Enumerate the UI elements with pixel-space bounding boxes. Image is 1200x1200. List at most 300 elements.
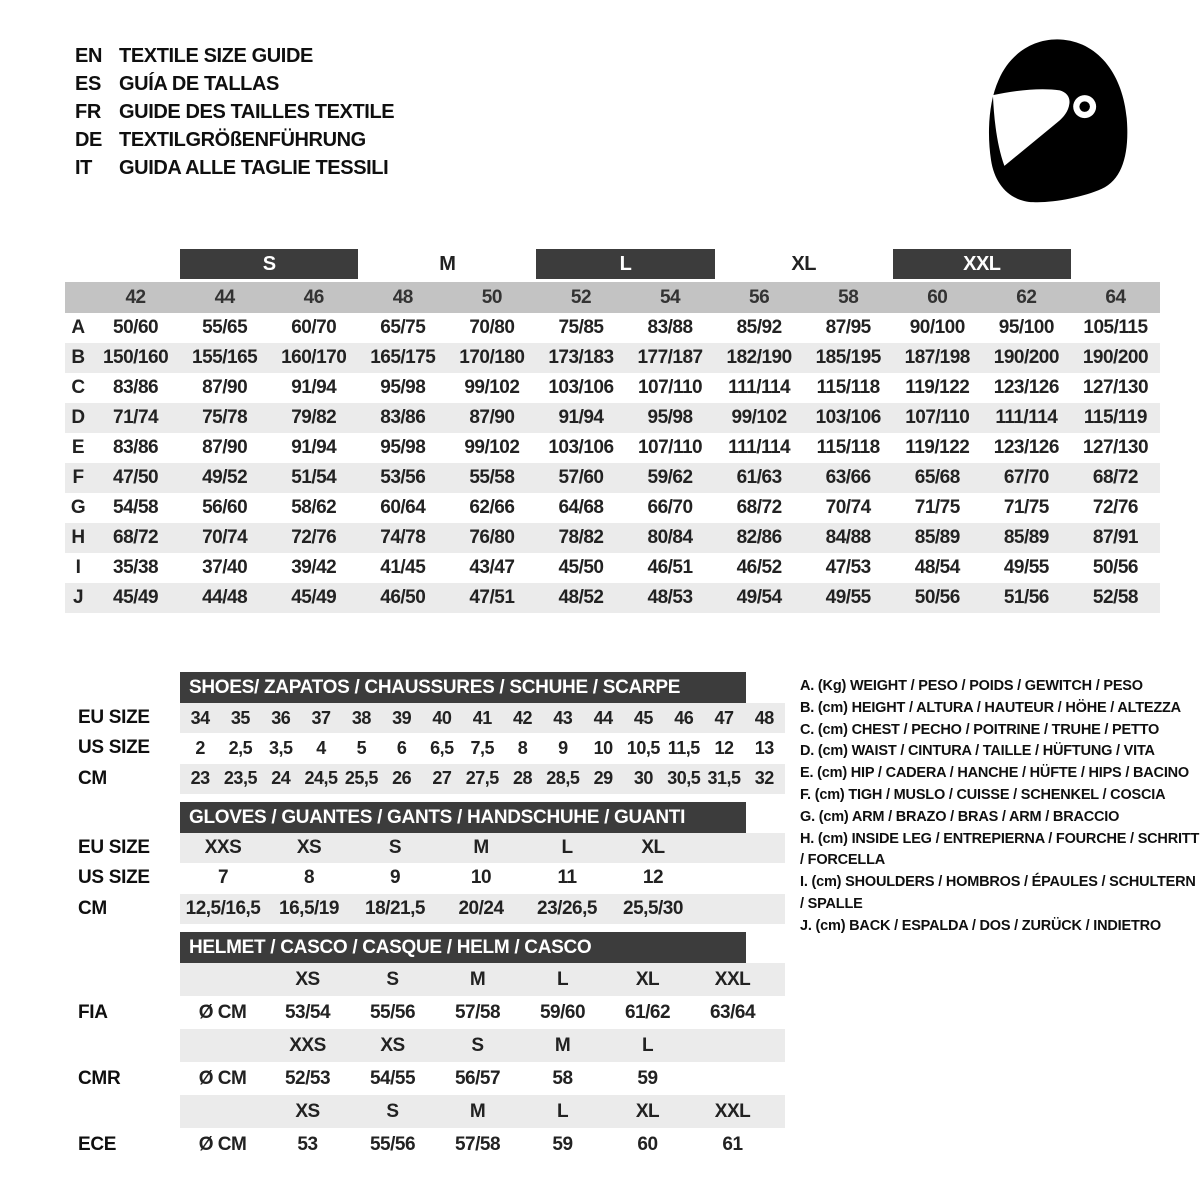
shoes-cell: 24,5 (304, 768, 338, 789)
helmet-size-label: XXS (289, 1034, 326, 1056)
helmet-cell: 53 (297, 1133, 318, 1155)
gloves-cell: 10 (470, 867, 492, 889)
size-group-label: XL (715, 249, 893, 281)
measurement-row-label: B (65, 343, 91, 373)
helmet-cell: 63/64 (709, 1001, 756, 1023)
measurement-cell: 107/110 (637, 437, 703, 458)
size-number-cell: 46 (269, 281, 358, 314)
shoes-cell: 11,5 (667, 737, 700, 758)
shoes-cell: 2 (195, 737, 205, 758)
shoes-cell: 47 (714, 707, 734, 728)
helmet-cell: 61 (722, 1133, 743, 1155)
measurement-cell: 90/100 (909, 317, 965, 338)
gloves-cell: 25,5/30 (623, 897, 683, 919)
gloves-cell: 12 (642, 867, 664, 889)
empty-cell (91, 249, 180, 281)
language-code: FR (75, 100, 101, 123)
diameter-unit-cell: Ø CM (198, 1067, 247, 1089)
helmet-cell: 52/53 (284, 1067, 331, 1089)
measurement-cell: 103/106 (548, 437, 614, 458)
language-code: EN (75, 44, 102, 67)
measurement-cell: 91/94 (291, 437, 337, 458)
measurement-row (65, 343, 1160, 373)
measurement-cell: 185/195 (804, 343, 893, 373)
measurement-cell: 79/82 (269, 403, 358, 433)
measurement-cell: 68/72 (91, 523, 180, 553)
measurement-cell: 127/130 (1082, 377, 1149, 398)
gloves-table-rows (65, 833, 790, 924)
measurement-cell: 58/62 (291, 497, 337, 518)
measurement-cell: 65/68 (893, 463, 982, 493)
measurement-cell: 107/110 (637, 377, 703, 398)
helmet-values-row (78, 996, 785, 1029)
racing-helmet-icon (977, 34, 1135, 211)
measurement-cell: 95/98 (626, 403, 715, 433)
helmet-cell: 59 (637, 1067, 658, 1089)
measurement-cell: 85/89 (893, 523, 982, 553)
shoes-cell: 43 (553, 707, 573, 728)
language-code: DE (75, 128, 102, 151)
measurement-cell: 87/90 (202, 437, 248, 458)
gloves-cell: XL (641, 837, 665, 859)
measurement-cell: 62/66 (469, 497, 515, 518)
measurement-cell: 46/52 (736, 557, 782, 578)
gloves-cell: 20/24 (458, 897, 504, 919)
measurement-cell: 59/62 (626, 463, 715, 493)
helmet-size-label: M (469, 1100, 486, 1122)
shoes-cell: 13 (754, 737, 774, 758)
shoes-cell: 3,5 (268, 737, 293, 758)
shoes-cell: 32 (754, 768, 774, 789)
measurement-cell: 150/160 (91, 343, 180, 373)
measurement-row (65, 433, 1160, 463)
measurement-cell: 45/49 (91, 583, 180, 613)
size-number-cell: 56 (715, 281, 804, 314)
size-number-cell: 54 (626, 281, 715, 314)
measurement-cell: 72/76 (1092, 497, 1138, 518)
standard-label: CMR (78, 1067, 121, 1089)
shoes-cell: 44 (593, 707, 613, 728)
row-label: US SIZE (78, 867, 150, 889)
size-number-cell: 48 (358, 281, 447, 314)
helmet-sizes-row (180, 1095, 785, 1128)
size-number-cell: 52 (536, 281, 625, 314)
measurement-cell: 63/66 (804, 463, 893, 493)
language-row (75, 154, 394, 182)
shoes-cell: 4 (316, 737, 326, 758)
helmet-sizes-row (180, 1029, 785, 1062)
measurement-row (65, 583, 1160, 613)
measurement-cell: 83/88 (647, 317, 693, 338)
measurement-cell: 80/84 (626, 523, 715, 553)
empty-cell (1071, 249, 1160, 281)
gloves-cell: L (561, 837, 573, 859)
helmet-cell: 55/56 (369, 1001, 416, 1023)
measurement-cell: 91/94 (291, 377, 337, 398)
standard-label: FIA (78, 1001, 108, 1023)
diameter-unit-cell: Ø CM (198, 1001, 247, 1023)
measurement-row (65, 313, 1160, 343)
helmet-size-label: S (471, 1034, 484, 1056)
measurement-cell: 99/102 (464, 377, 520, 398)
measurement-cell: 47/51 (447, 583, 536, 613)
measurement-cell: 84/88 (804, 523, 893, 553)
size-number-cell: 60 (893, 281, 982, 314)
helmet-size-label: XS (380, 1034, 405, 1056)
size-number-cell: 42 (91, 281, 180, 314)
gloves-size-table (65, 802, 790, 924)
corner-cell (65, 249, 91, 281)
helmet-cell: 56/57 (454, 1067, 501, 1089)
measurement-cell: 95/98 (380, 377, 426, 398)
measurement-cell: 82/86 (715, 523, 804, 553)
helmet-size-table (65, 932, 790, 1161)
row-label: EU SIZE (78, 837, 150, 859)
shoes-cell: 12 (714, 737, 734, 758)
measurement-cell: 160/170 (269, 343, 358, 373)
shoes-cell: 6,5 (430, 737, 454, 758)
measurement-cell: 54/58 (113, 497, 159, 518)
language-title: TEXTILGRÖßENFÜHRUNG (119, 128, 366, 151)
shoes-cell: 5 (356, 737, 367, 758)
gloves-cell: 18/21,5 (365, 897, 425, 919)
measurement-cell: 50/56 (1092, 557, 1138, 578)
measurement-row (65, 523, 1160, 553)
measurement-row-label: I (75, 557, 81, 578)
legend-item: E. (cm) HIP / CADERA / HANCHE / HÜFTE / HIPS / BACINO (800, 765, 1189, 782)
measurement-cell: 45/50 (558, 557, 604, 578)
legend-item: G. (cm) ARM / BRAZO / BRAS / ARM / BRACCIO (800, 808, 1120, 825)
measurement-row (65, 373, 1160, 403)
helmet-size-label: XXL (714, 1100, 751, 1122)
helmet-cell: 59/60 (539, 1001, 586, 1023)
helmet-cell: 57/58 (454, 1133, 501, 1155)
size-number-cell: 64 (1071, 281, 1160, 314)
shoes-cell: 38 (351, 707, 371, 728)
measurement-cell: 56/60 (202, 497, 248, 518)
size-group-header-row (65, 249, 1160, 281)
row-label: EU SIZE (78, 707, 150, 729)
shoes-cell: 31,5 (707, 768, 741, 789)
helmet-size-label: M (554, 1034, 571, 1056)
helmet-table-rows (65, 963, 790, 1161)
measurement-cell: 41/45 (380, 557, 426, 578)
measurement-cell: 123/126 (993, 437, 1059, 458)
helmet-values-row (78, 1062, 785, 1095)
measurement-cell: 71/75 (1003, 497, 1049, 518)
measurement-cell: 85/92 (736, 317, 782, 338)
language-code: IT (75, 156, 92, 179)
measurement-cell: 115/118 (816, 377, 880, 398)
language-list (75, 42, 394, 182)
garment-size-grid (65, 249, 1160, 613)
measurement-cell: 87/95 (825, 317, 871, 338)
measurement-cell: 53/56 (358, 463, 447, 493)
measurement-cell: 170/180 (447, 343, 536, 373)
helmet-size-label: S (386, 968, 399, 990)
shoes-size-table (65, 672, 790, 794)
measurement-cell: 50/60 (113, 317, 159, 338)
measurement-cell: 51/54 (269, 463, 358, 493)
measurement-cell: 46/51 (647, 557, 693, 578)
measurement-cell: 51/56 (982, 583, 1071, 613)
language-row (75, 70, 394, 98)
shoes-cell: 48 (754, 707, 774, 728)
measurement-legend (800, 676, 1200, 938)
measurement-cell: 95/98 (380, 437, 426, 458)
measurement-cell: 91/94 (536, 403, 625, 433)
measurement-cell: 48/54 (914, 557, 960, 578)
shoes-row (78, 733, 785, 763)
measurement-cell: 43/47 (469, 557, 515, 578)
helmet-size-label: M (469, 968, 486, 990)
garment-size-table (65, 249, 1160, 613)
measurement-cell: 76/80 (447, 523, 536, 553)
language-title: GUIDA ALLE TAGLIE TESSILI (119, 156, 389, 179)
gloves-cell: 9 (389, 867, 401, 889)
shoes-cell: 30 (633, 768, 653, 789)
gloves-cell: S (388, 837, 402, 859)
shoes-cell: 10 (593, 737, 613, 758)
measurement-cell: 39/42 (291, 557, 337, 578)
measurement-row-label: F (65, 463, 91, 493)
measurement-row (65, 463, 1160, 493)
measurement-cell: 46/50 (358, 583, 447, 613)
legend-item: C. (cm) CHEST / PECHO / POITRINE / TRUHE / PETTO (800, 721, 1160, 738)
measurement-cell: 70/74 (180, 523, 269, 553)
measurement-cell: 99/102 (715, 403, 804, 433)
measurement-cell: 127/130 (1082, 437, 1149, 458)
measurement-cell: 60/70 (291, 317, 337, 338)
gloves-table-title: GLOVES / GUANTES / GANTS / HANDSCHUHE / GUANTI (180, 802, 746, 833)
diameter-unit-cell: Ø CM (198, 1133, 247, 1155)
measurement-cell: 115/118 (816, 437, 880, 458)
measurement-row (65, 553, 1160, 583)
row-label: CM (78, 767, 107, 789)
language-row (75, 42, 394, 70)
measurement-cell: 115/119 (1071, 403, 1160, 433)
row-label: CM (78, 897, 107, 919)
measurement-cell: 99/102 (464, 437, 520, 458)
gloves-row (78, 863, 785, 893)
measurement-cell: 155/165 (180, 343, 269, 373)
measurement-row (65, 403, 1160, 433)
measurement-cell: 165/175 (358, 343, 447, 373)
language-title: GUIDE DES TAILLES TEXTILE (119, 100, 395, 123)
shoes-cell: 28 (513, 768, 533, 789)
measurement-cell: 182/190 (715, 343, 804, 373)
helmet-size-label: XL (635, 968, 660, 990)
shoes-cell: 24 (271, 768, 291, 789)
measurement-cell: 64/68 (558, 497, 604, 518)
legend-item: F. (cm) TIGH / MUSLO / CUISSE / SCHENKEL / COSCIA (800, 786, 1166, 803)
measurement-cell: 85/89 (982, 523, 1071, 553)
shoes-cell: 26 (392, 768, 412, 789)
measurement-cell: 83/86 (113, 377, 159, 398)
measurement-cell: 49/55 (804, 583, 893, 613)
measurement-cell: 50/56 (893, 583, 982, 613)
shoes-cell: 45 (633, 707, 653, 728)
gloves-cell: XXS (204, 837, 242, 859)
measurement-cell: 103/106 (548, 377, 614, 398)
gloves-cell: 11 (557, 867, 577, 889)
size-group-label: M (358, 249, 536, 281)
measurement-cell: 123/126 (993, 377, 1059, 398)
size-group-label: XXL (893, 249, 1071, 281)
size-number-header-row (65, 281, 1160, 314)
helmet-values-row (78, 1128, 785, 1161)
shoes-cell: 40 (432, 707, 452, 728)
measurement-row-label: H (65, 523, 91, 553)
measurement-cell: 45/49 (269, 583, 358, 613)
shoes-cell: 46 (674, 707, 694, 728)
legend-item: A. (Kg) WEIGHT / PESO / POIDS / GEWITCH / PESO (800, 678, 1143, 694)
measurement-row (65, 493, 1160, 523)
shoes-cell: 27 (432, 768, 452, 789)
language-code: ES (75, 72, 101, 95)
measurement-cell: 68/72 (736, 497, 782, 518)
language-title: TEXTILE SIZE GUIDE (119, 44, 313, 67)
measurement-cell: 119/122 (905, 437, 970, 458)
shoes-cell: 2,5 (228, 737, 253, 758)
measurement-row-label: J (65, 583, 91, 613)
gloves-cell: 23/26,5 (537, 897, 597, 919)
gloves-cell: XS (296, 837, 322, 859)
measurement-cell: 66/70 (647, 497, 693, 518)
measurement-row-label: D (65, 403, 91, 433)
size-number-cell: 58 (804, 281, 893, 314)
measurement-cell: 87/90 (202, 377, 248, 398)
measurement-cell: 87/90 (447, 403, 536, 433)
gloves-cell: M (473, 837, 489, 859)
shoes-cell: 27,5 (465, 768, 499, 789)
helmet-size-label: XL (635, 1100, 660, 1122)
shoes-cell: 10,5 (626, 737, 660, 758)
measurement-cell: 111/114 (728, 437, 791, 458)
measurement-cell: 70/74 (825, 497, 871, 518)
measurement-cell: 57/60 (536, 463, 625, 493)
measurement-row-label: C (71, 377, 85, 398)
measurement-cell: 71/74 (91, 403, 180, 433)
helmet-cell: 61/62 (624, 1001, 671, 1023)
helmet-size-label: XS (295, 968, 320, 990)
helmet-size-label: XXL (714, 968, 751, 990)
helmet-sizes-row (180, 963, 785, 996)
language-row (75, 98, 394, 126)
shoes-table-title: SHOES/ ZAPATOS / CHAUSSURES / SCHUHE / SCARPE (180, 672, 746, 703)
shoes-cell: 37 (311, 707, 331, 728)
shoes-cell: 23,5 (223, 768, 257, 789)
helmet-size-label: L (641, 1034, 654, 1056)
measurement-cell: 55/65 (202, 317, 248, 338)
measurement-cell: 47/53 (825, 557, 871, 578)
measurement-cell: 95/100 (998, 317, 1054, 338)
gloves-row (78, 833, 785, 863)
legend-item: B. (cm) HEIGHT / ALTURA / HAUTEUR / HÖHE / ALTEZZA (800, 699, 1181, 716)
shoes-cell: 9 (558, 737, 568, 758)
measurement-cell: 52/58 (1071, 583, 1160, 613)
helmet-cell: 59 (552, 1133, 573, 1155)
measurement-cell: 49/55 (1003, 557, 1049, 578)
language-title: GUÍA DE TALLAS (119, 72, 279, 95)
language-row (75, 126, 394, 154)
measurement-cell: 67/70 (982, 463, 1071, 493)
shoes-cell: 28,5 (546, 768, 580, 789)
measurement-cell: 48/53 (626, 583, 715, 613)
gloves-cell: 8 (303, 867, 315, 889)
measurement-cell: 83/86 (358, 403, 447, 433)
measurement-cell: 74/78 (358, 523, 447, 553)
shoes-cell: 30,5 (667, 768, 701, 789)
measurement-cell: 119/122 (905, 377, 970, 398)
size-number-cell: 44 (180, 281, 269, 314)
shoes-cell: 23 (190, 768, 210, 789)
helmet-size-label: L (556, 1100, 569, 1122)
shoes-row (78, 703, 785, 733)
shoes-table-rows (65, 703, 790, 794)
measurement-cell: 60/64 (380, 497, 426, 518)
helmet-cell: 60 (637, 1133, 658, 1155)
shoes-cell: 39 (392, 707, 412, 728)
measurement-cell: 68/72 (1071, 463, 1160, 493)
legend-item: H. (cm) INSIDE LEG / ENTREPIERNA / FOURCHE / SCHRITT / FORCELLA (800, 830, 1200, 869)
measurement-cell: 47/50 (91, 463, 180, 493)
shoes-cell: 36 (271, 707, 291, 728)
measurement-cell: 70/80 (469, 317, 515, 338)
measurement-cell: 37/40 (202, 557, 248, 578)
shoes-cell: 42 (513, 707, 533, 728)
standard-label: ECE (78, 1133, 117, 1155)
measurement-cell: 49/54 (715, 583, 804, 613)
row-label: US SIZE (78, 737, 150, 759)
shoes-cell: 6 (396, 737, 407, 758)
gloves-cell: 16,5/19 (279, 897, 339, 919)
helmet-size-label: L (556, 968, 569, 990)
measurement-cell: 71/75 (914, 497, 960, 518)
shoes-row (78, 764, 785, 794)
helmet-cell: 54/55 (369, 1067, 416, 1089)
measurement-cell: 48/52 (536, 583, 625, 613)
measurement-cell: 83/86 (113, 437, 159, 458)
measurement-cell: 78/82 (536, 523, 625, 553)
measurement-cell: 72/76 (269, 523, 358, 553)
measurement-cell: 187/198 (893, 343, 982, 373)
size-number-cell: 50 (447, 281, 536, 314)
measurement-cell: 44/48 (180, 583, 269, 613)
measurement-row-label: E (71, 437, 85, 458)
shoes-cell: 35 (230, 707, 250, 728)
measurement-cell: 103/106 (804, 403, 893, 433)
helmet-size-label: S (386, 1100, 399, 1122)
measurement-cell: 65/75 (380, 317, 426, 338)
size-group-label: L (536, 249, 714, 281)
measurement-cell: 111/114 (982, 403, 1071, 433)
measurement-cell: 75/85 (558, 317, 604, 338)
shoes-cell: 7,5 (470, 737, 494, 758)
gloves-cell: 7 (217, 867, 229, 889)
legend-item: D. (cm) WAIST / CINTURA / TAILLE / HÜFTUNG / VITA (800, 743, 1155, 760)
helmet-cell: 57/58 (454, 1001, 501, 1023)
helmet-size-label: XS (295, 1100, 320, 1122)
measurement-cell: 105/115 (1083, 317, 1148, 338)
measurement-cell: 61/63 (715, 463, 804, 493)
helmet-cell: 55/56 (369, 1133, 416, 1155)
gloves-cell: 12,5/16,5 (185, 897, 261, 919)
shoes-cell: 25,5 (344, 768, 378, 789)
shoes-cell: 34 (190, 707, 210, 728)
measurement-cell: 75/78 (180, 403, 269, 433)
size-number-cell: 62 (982, 281, 1071, 314)
